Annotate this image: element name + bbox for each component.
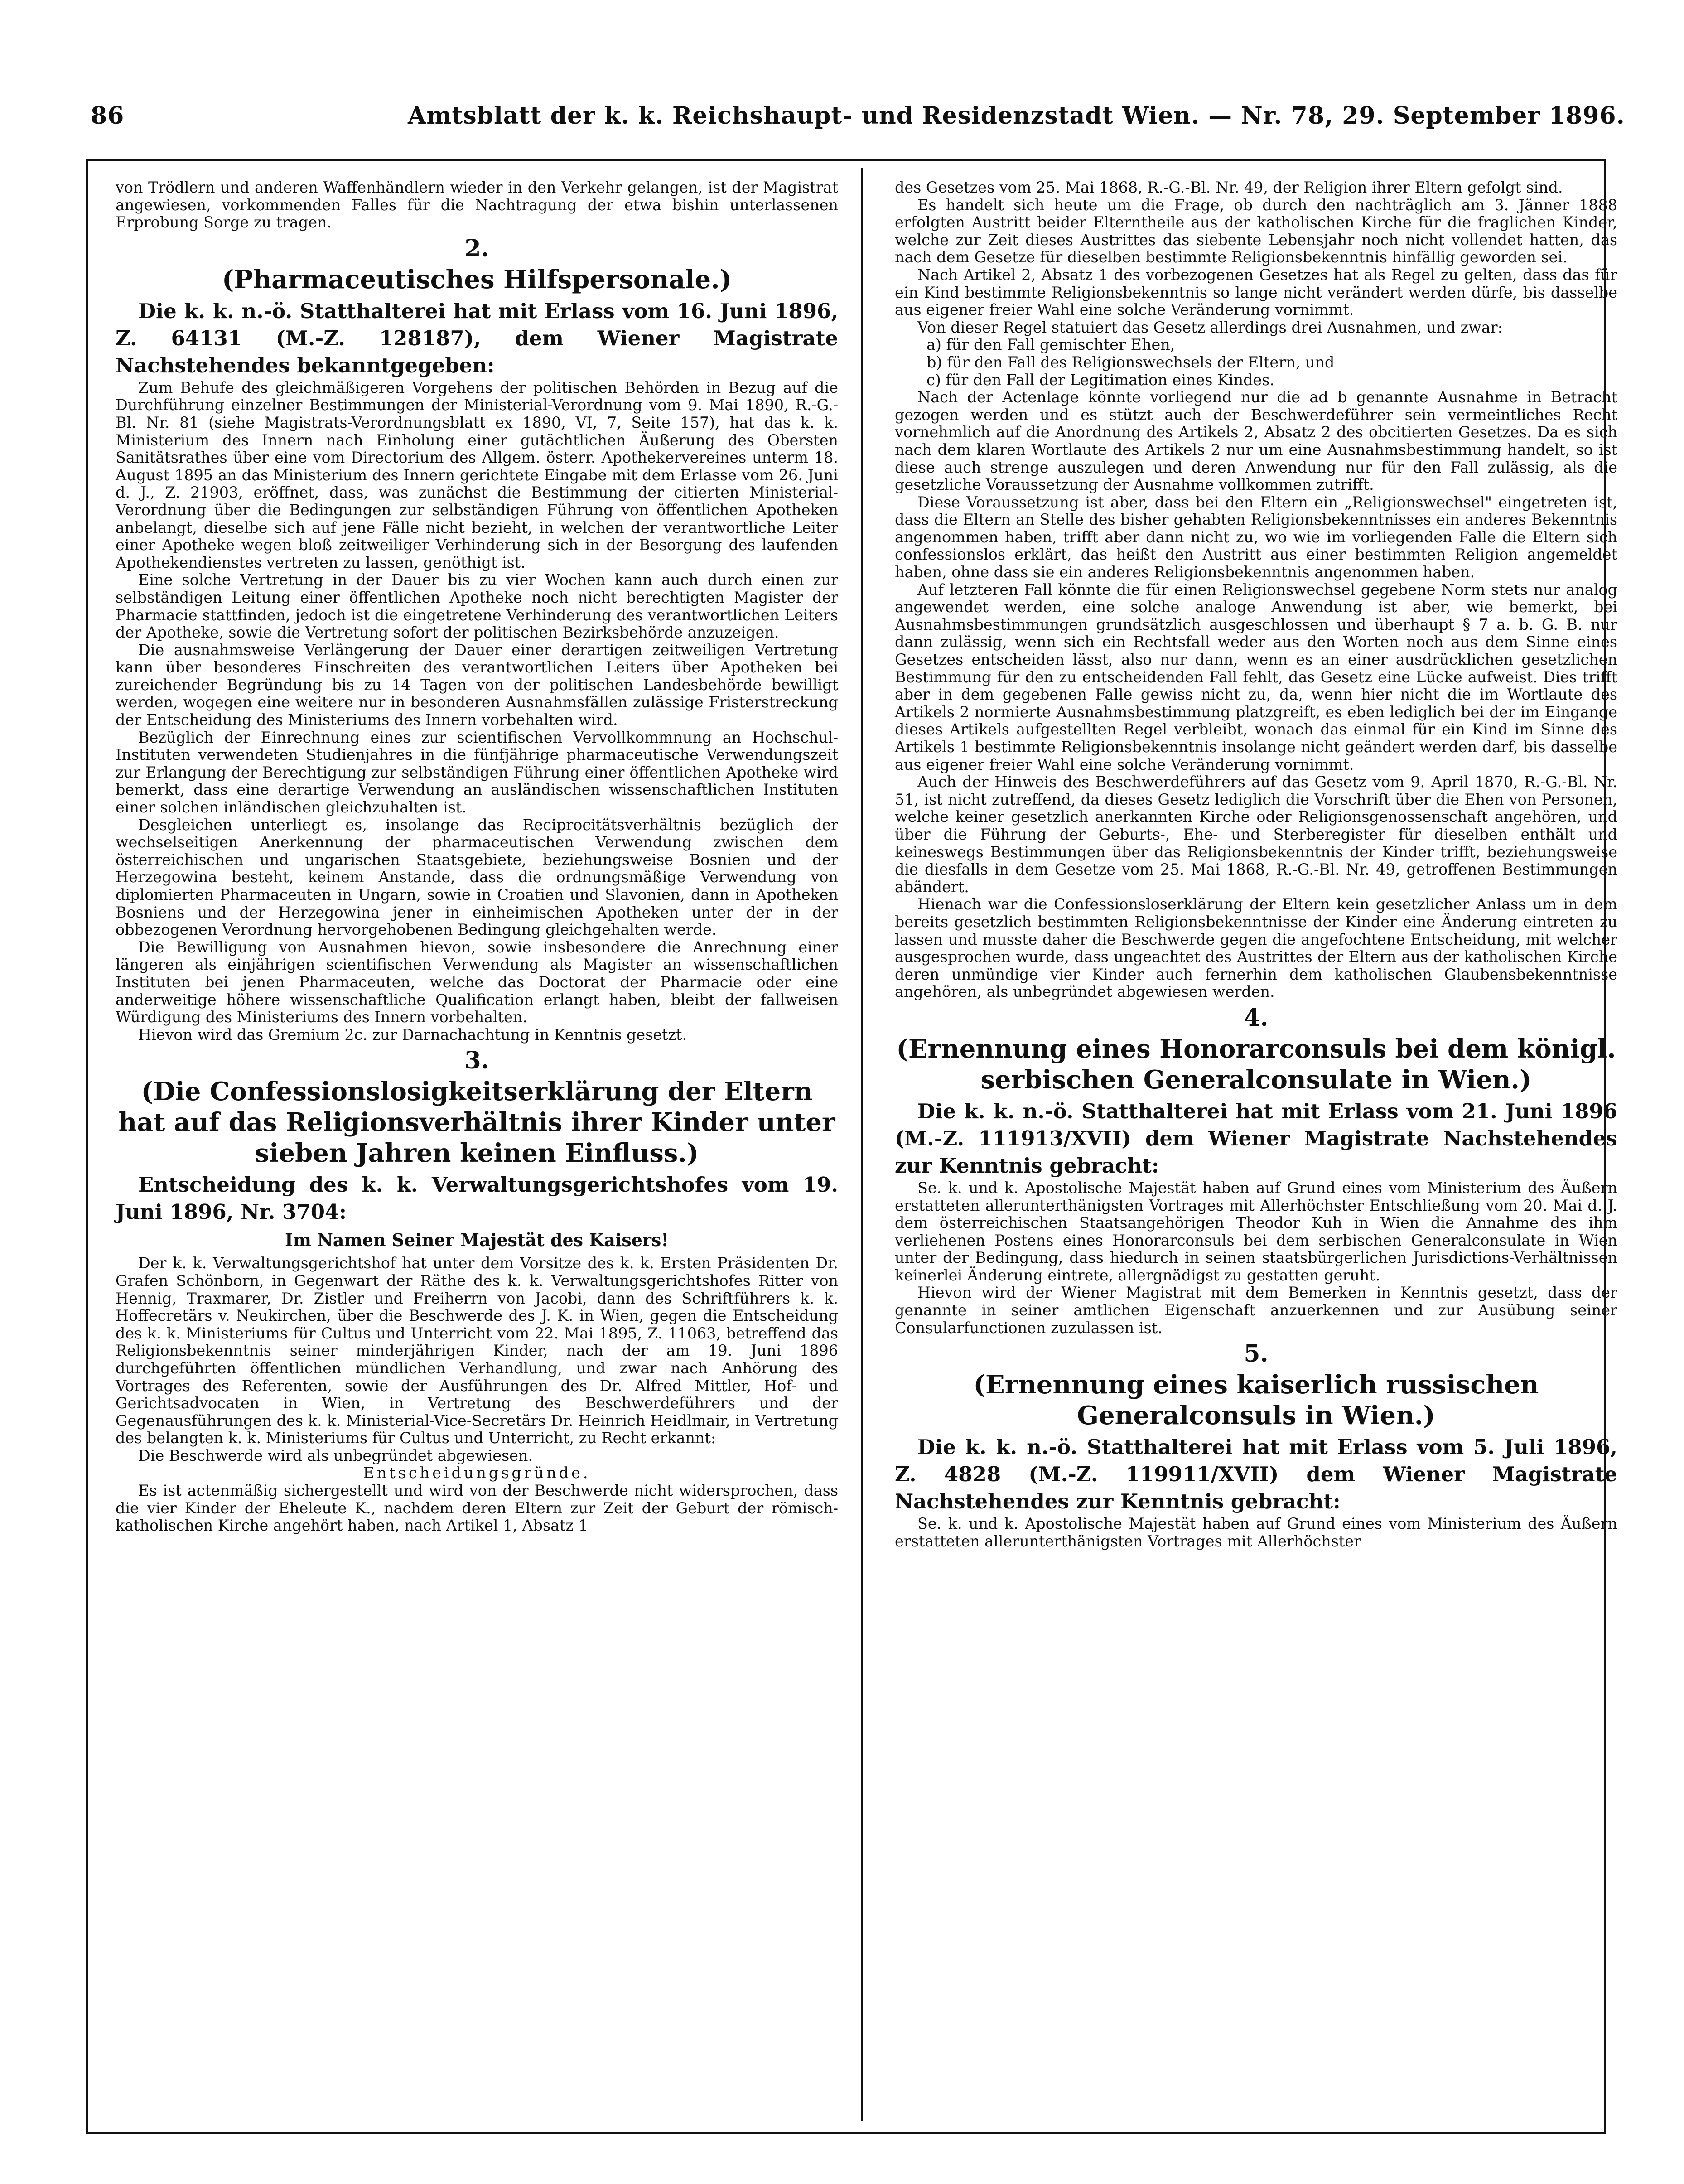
paragraph: Die Beschwerde wird als unbegründet abgewiesen. [138, 1446, 533, 1464]
paragraph: Auch der Hinweis des Beschwerdeführers auf das Gesetz vom 9. April 1870, R.-G.-Bl. Nr. 51, ist nicht zutreffend, da dieses Gesetz lediglich die Vorschrift über die Ehen von Personen, welche keiner gesetzlich anerkannten Kirche oder Religionsgenossenschaft angehören, und über die Führung der Geburts-, Ehe- und Sterberegister für dieselben enthält und keineswegs Bestimmungen über das Religionsbekenntnis der Kinder trifft, beziehungsweise die diesfalls in dem Gesetze vom 25. Mai 1868, R.-G.-Bl. Nr. 49, getroffenen Bestimmungen abändert. [895, 773, 1617, 896]
section-lead: Die k. k. n.-ö. Statthalterei hat mit Erlass vom 16. Juni 1896, Z. 64131 (M.-Z. 128187), dem Wiener Magistrate Nachstehendes bekanntgegeben: [116, 299, 838, 377]
section-title: (Die Confessionslosigkeitserklärung der Eltern hat auf das Religionsverhältnis ihrer Kinder unter sieben Jahren keinen Einfluss.) [118, 1077, 835, 1169]
paragraph: des Gesetzes vom 25. Mai 1868, R.-G.-Bl. Nr. 49, der Religion ihrer Eltern gefolgt sind. [895, 179, 1563, 196]
page-header [91, 102, 1625, 138]
paragraph: Hienach war die Confessionsloserklärung der Eltern kein gesetzlicher Anlass um in dem bereits gesetzlich bestimmten Religionsbekenntnisse der Kinder eine Änderung eintreten zu lassen und musste daher die Beschwerde gegen die angefochtene Entscheidung, mit welcher ausgesprochen wurde, dass ungeachtet des Austrittes der Eltern aus der katholischen Kirche deren unmündige vier Kinder auch fernerhin dem katholischen Glaubensbekenntnisse angehören, als unbegründet abgewiesen werden. [895, 895, 1617, 1001]
gazette-title: Amtsblatt der k. k. Reichshaupt- und Residenzstadt Wien. — Nr. 78, 29. September 1896. [408, 102, 1625, 130]
section-title: (Ernennung eines kaiserlich russischen Generalconsuls in Wien.) [973, 1370, 1539, 1431]
paragraph: Die Bewilligung von Ausnahmen hievon, sowie insbesondere die Anrechnung einer längeren als einjährigen scientifischen Verwendung als Magister an wissenschaftlichen Instituten bei jenen Pharmaceuten, welche das Doctorat der Pharmacie oder eine anderweitige höhere wissenschaftliche Qualification erlangt haben, bleibt der fallweisen Würdigung des Ministeriums des Innern vorbehalten. [116, 938, 838, 1026]
paragraph: Zum Behufe des gleichmäßigeren Vorgehens der politischen Behörden in Bezug auf die Durchführung einzelner Bestimmungen der Ministerial-Verordnung vom 9. Mai 1890, R.-G.-Bl. Nr. 81 (siehe Magistrats-Verordnungsblatt ex 1890, VI, 7, Seite 157), hat das k. k. Ministerium des Innern nach Einholung einer gutächtlichen Äußerung des Obersten Sanitätsrathes über eine vom Directorium des Allgem. österr. Apothekervereines unterm 18. August 1895 an das Ministerium des Innern gerichtete Eingabe mit dem Erlasse vom 26. Juni d. J., Z. 21903, eröffnet, dass, was zunächst die Bestimmung der citierten Ministerial-Verordnung über die Bedingungen zur selbständigen Führung von öffentlichen Apotheken anbelangt, dieselbe sich auf jene Fälle nicht bezieht, in welchen der verantwortliche Leiter einer Apotheke wegen bloß zeitweiliger Verhinderung sich in der Besorgung des laufenden Apothekendienstes vertreten zu lassen, genöthigt ist. [116, 378, 838, 571]
section-lead: Die k. k. n.-ö. Statthalterei hat mit Erlass vom 21. Juni 1896 (M.-Z. 111913/XVII) dem Wiener Magistrate Nachstehendes zur Kenntnis gebracht: [895, 1099, 1617, 1178]
paragraph: Von dieser Regel statuiert das Gesetz allerdings drei Ausnahmen, und zwar: [917, 318, 1503, 336]
paragraph: Se. k. und k. Apostolische Majestät haben auf Grund eines vom Ministerium des Äußern erstatteten allerunterthänigsten Vortrages mit Allerhöchster [895, 1515, 1617, 1550]
left-column [116, 179, 838, 1535]
section-number: 5. [1244, 1340, 1269, 1368]
paragraph: Desgleichen unterliegt es, insolange das Reciprocitätsverhältnis bezüglich der wechselseitigen Anerkennung der pharmaceutischen Verwendung zwischen dem österreichischen und ungarischen Staatsgebiete, beziehungsweise Bosnien und der Herzegowina besteht, keinem Anstande, dass die ordnungsmäßige Verwendung von diplomierten Pharmaceuten in Ungarn, sowie in Croatien und Slavonien, dann in Apotheken Bosniens und der Herzegowina jener in einheimischen Apotheken unter der in der obbezogenen Verordnung hervorgehobenen Bedingung gleichgehalten werde. [116, 816, 838, 939]
section-number: 4. [1244, 1004, 1269, 1032]
subheading: Im Namen Seiner Majestät des Kaisers! [285, 1230, 669, 1251]
paragraph: Auf letzteren Fall könnte die für einen Religionswechsel gegebene Norm stets nur analog angewendet werden, eine solche analoge Anwendung ist aber, wie bemerkt, bei Ausnahmsbestimmungen grundsätzlich ausgeschlossen und überhaupt § 7 a. b. G. B. nur dann zulässig, wenn sich ein Rechtsfall weder aus den Worten noch aus dem Sinne eines Gesetzes entscheiden lässt, also nur dann, wenn es an einer ausdrücklichen gesetzlichen Bestimmung für den zu entscheidenden Fall fehlt, das Gesetz eine Lücke aufweist. Dies trifft aber in dem gegebenen Falle gewiss nicht zu, da, wenn hier nicht die im Wortlaute des Artikels 2 normierte Ausnahmsbestimmung platzgreift, es eben lediglich bei der im Eingange dieses Artikels aufgestellten Regel verbleibt, wonach das einmal für ein Kind im Sinne des Artikels 1 bestimmte Religionsbekenntnis insolange nicht geändert werden darf, bis dasselbe aus eigener freier Wahl eine solche Veränderung vornimmt. [895, 580, 1617, 773]
paragraph: Der k. k. Verwaltungsgerichtshof hat unter dem Vorsitze des k. k. Ersten Präsidenten Dr. Grafen Schönborn, in Gegenwart der Räthe des k. k. Verwaltungsgerichtshofes Ritter von Hennig, Traxmarer, Dr. Zistler und Freiherrn von Jacobi, dann des Schriftführers k. k. Hoffecretärs v. Neukirchen, über die Beschwerde des J. K. in Wien, gegen die Entscheidung des k. k. Ministeriums für Cultus und Unterricht vom 22. Mai 1895, Z. 11063, betreffend das Religionsbekenntnis seiner minderjährigen Kinder, nach der am 19. Juni 1896 durchgeführten öffentlichen mündlichen Verhandlung, und zwar nach Anhörung des Vortrages des Referenten, sowie der Ausführungen des Dr. Alfred Mittler, Hof- und Gerichtsadvocaten in Wien, in Vertretung des Beschwerdeführers und der Gegenausführungen des k. k. Ministerial-Vice-Secretärs Dr. Heinrich Heidlmair, in Vertretung des belangten k. k. Ministeriums für Cultus und Unterricht, zu Recht erkannt: [116, 1254, 838, 1447]
section-title: (Pharmaceutisches Hilfspersonale.) [222, 264, 732, 295]
paragraph: von Trödlern und anderen Waffenhändlern wieder in den Verkehr gelangen, ist der Magistrat angewiesen, vorkommenden Falles für die Nachtragung der etwa bishin unterlassenen Erprobung Sorge zu tragen. [116, 179, 838, 232]
right-column [895, 179, 1617, 1550]
section-number: 3. [464, 1047, 489, 1075]
paragraph: Eine solche Vertretung in der Dauer bis zu vier Wochen kann auch durch einen zur selbständigen Leitung einer öffentlichen Apotheke noch nicht berechtigten Magister der Pharmacie stattfinden, jedoch ist die eingetretene Verhinderung des verantwortlichen Leiters der Apotheke, sowie die Vertretung sofort der politischen Bezirksbehörde anzuzeigen. [116, 571, 838, 642]
list-item: a) für den Fall gemischter Ehen, [926, 336, 1175, 354]
section-number: 2. [464, 234, 489, 262]
paragraph: Hievon wird der Wiener Magistrat mit dem Bemerken in Kenntnis gesetzt, dass der genannte in seiner amtlichen Eigenschaft anzuerkennen und zur Ausübung seiner Consularfunctionen zuzulassen ist. [895, 1284, 1617, 1337]
paragraph: Es ist actenmäßig sichergestellt und wird von der Beschwerde nicht widersprochen, dass die vier Kinder der Eheleute K., nachdem deren Eltern zur Zeit der Geburt der römisch-katholischen Kirche angehört haben, nach Artikel 1, Absatz 1 [116, 1482, 838, 1535]
paragraph: Hievon wird das Gremium 2c. zur Darnachachtung in Kenntnis gesetzt. [138, 1025, 687, 1044]
column-divider [861, 168, 863, 2121]
paragraph: Diese Voraussetzung ist aber, dass bei den Eltern ein „Religionswechsel" eingetreten ist, dass die Eltern an Stelle des bisher gehabten Religionsbekenntnisses ein anderes Bekenntnis angenommen haben, trifft aber dann nicht zu, wo wie im vorliegenden Falle die Eltern sich confessionslos erklärt, das heißt den Austritt aus einer bestimmten Religion angemeldet haben, ohne dass sie ein anderes Religionsbekenntnis angenommen haben. [895, 493, 1617, 581]
paragraph: Die ausnahmsweise Verlängerung der Dauer einer derartigen zeitweiligen Vertretung kann über besonderes Einschreiten des verantwortlichen Leiters über Apotheken bei zureichender Begründung bis zu 14 Tagen von der politischen Landesbehörde bewilligt werden, wogegen eine weitere nur in besonderen Ausnahmsfällen zulässige Fristerstreckung der Entscheidung des Ministeriums des Innern vorbehalten wird. [116, 641, 838, 729]
paragraph: Bezüglich der Einrechnung eines zur scientifischen Vervollkommnung an Hochschul-Instituten verwendeten Studienjahres in die fünfjährige pharmaceutische Verwendungszeit zur Erlangung der Berechtigung zur selbständigen Führung einer öffentlichen Apotheke wird bemerkt, dass eine derartige Verwendung an ausländischen wissenschaftlichen Instituten einer solchen inländischen gleichzuhalten ist. [116, 728, 838, 817]
subheading: Entscheidungsgründe. [363, 1464, 591, 1482]
list-item: b) für den Fall des Religionswechsels der Eltern, und [926, 353, 1335, 371]
paragraph: Es handelt sich heute um die Frage, ob durch den nachträglich am 3. Jänner 1888 erfolgten Austritt beider Elterntheile aus der katholischen Kirche für die fraglichen Kinder, welche zur Zeit dieses Austrittes das siebente Lebensjahr noch nicht vollendet hatten, das nach dem Gesetze für dieselben bestimmte Religionsbekenntnis hinfällig geworden sei. [895, 196, 1617, 266]
page-number: 86 [91, 102, 125, 130]
section-lead: Die k. k. n.-ö. Statthalterei hat mit Erlass vom 5. Juli 1896, Z. 4828 (M.-Z. 119911/XVII) dem Wiener Magistrate Nachstehendes zur Kenntnis gebracht: [895, 1435, 1617, 1514]
paragraph: Se. k. und k. Apostolische Majestät haben auf Grund eines vom Ministerium des Äußern erstatteten allerunterthänigsten Vortrages mit Allerhöchster Entschließung vom 20. Mai d. J. dem österreichischen Staatsangehörigen Theodor Kuh in Wien die Annahme des ihm verliehenen Postens eines Honorarconsuls bei dem serbischen Generalconsulate in Wien unter der Bedingung, dass hiedurch in seinen staatsbürgerlichen Jurisdictions-Verhältnissen keinerlei Änderung eintrete, allergnädigst zu gestatten geruht. [895, 1179, 1617, 1284]
section-title: (Ernennung eines Honorarconsuls bei dem königl. serbischen Generalconsulate in Wien.) [896, 1034, 1616, 1095]
paragraph: Nach Artikel 2, Absatz 1 des vorbezogenen Gesetzes hat als Regel zu gelten, dass das für ein Kind bestimmte Religionsbekenntnis so lange nicht verändert werden dürfe, bis dasselbe aus eigener freier Wahl eine solche Veränderung vornimmt. [895, 266, 1617, 319]
paragraph: Nach der Actenlage könnte vorliegend nur die ad b genannte Ausnahme in Betracht gezogen werden und es stützt auch der Beschwerdeführer sein vermeintliches Recht vornehmlich auf die Anordnung des Artikels 2, Absatz 2 des obcitierten Gesetzes. Da es sich nach dem klaren Wortlaute des Artikels 2 nur um eine Ausnahmsbestimmung handelt, so ist diese auch strenge auszulegen und deren Anwendung nur für den Fall zulässig, als die gesetzliche Voraussetzung der Ausnahme vollkommen zutrifft. [895, 388, 1617, 494]
section-lead: Entscheidung des k. k. Verwaltungsgerichtshofes vom 19. Juni 1896, Nr. 3704: [116, 1173, 838, 1224]
list-item: c) für den Fall der Legitimation eines Kindes. [926, 371, 1274, 389]
